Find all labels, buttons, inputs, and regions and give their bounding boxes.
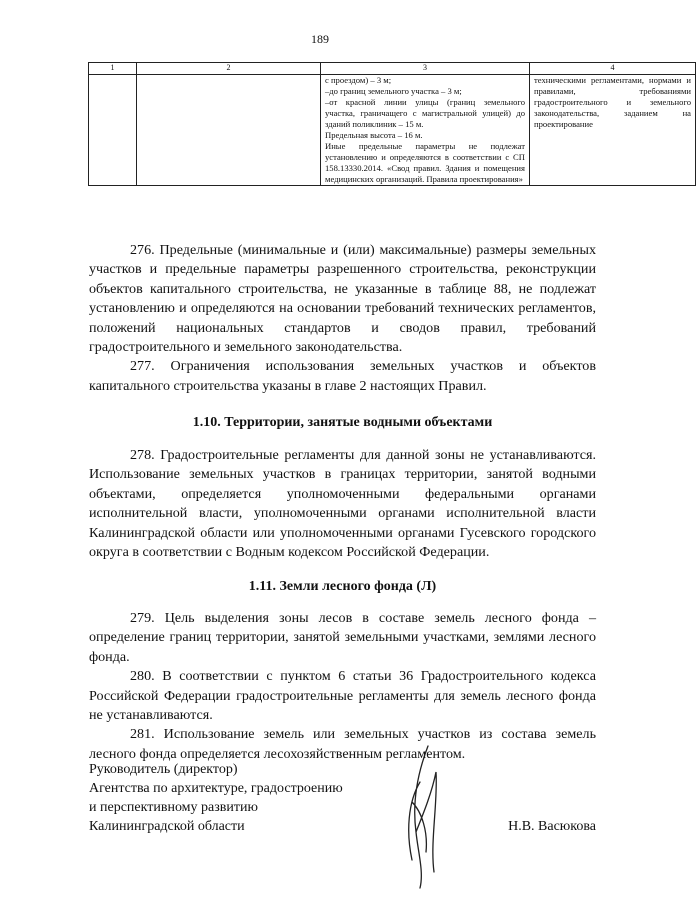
signature-title-line: и перспективному развитию	[89, 800, 258, 815]
body-section-3	[89, 609, 596, 764]
paragraph-281: 281. Использование земель или земельных участков из состава земель лесного фонда определяется лесохозяйственным регламентом.	[89, 726, 596, 762]
cell-line: –до границ земельного участка – 3 м;	[325, 86, 462, 96]
cell-line: Иные предельные параметры не подлежат установлению и определяются в соответствии с СП 158.13330.2014. «Свод правил. Здания и помещения медицинских организаций. Правила проектирования»	[325, 141, 525, 184]
section-heading-1-11-container	[89, 577, 596, 596]
signature-title-line: Калининградской области	[89, 819, 245, 834]
table-cell-requirements	[530, 75, 696, 186]
paragraph-280: 280. В соответствии с пунктом 6 статьи 36 Градостроительного кодекса Российской Федерации градостроительные регламенты для земель лесного фонда не устанавливаются.	[89, 668, 596, 724]
table-cell-parameters	[321, 75, 530, 186]
signatory-name: Н.В. Васюкова	[508, 819, 596, 834]
cell-line: Предельная высота – 16 м.	[325, 130, 423, 140]
body-section-1	[89, 241, 596, 396]
table-row	[89, 75, 696, 186]
paragraph-276: 276. Предельные (минимальные и (или) максимальные) размеры земельных участков и предельные параметры разрешенного строительства, реконструкции объектов капитального строительства, не указанные в таблице 88, не подлежат установлению и определяются на основании требований технических регламентов, положений национальных стандартов и сводов правил, требований градостроительного и земельного законодательства.	[89, 242, 596, 356]
section-heading-1-11: 1.11. Земли лесного фонда (Л)	[248, 579, 437, 594]
signature-block	[89, 760, 596, 836]
handwritten-signature	[398, 742, 448, 892]
column-header-3: 3	[321, 63, 530, 75]
regulations-table	[88, 62, 696, 186]
paragraph-278: 278. Градостроительные регламенты для данной зоны не устанавливаются. Использование земельных участков в границах территории, занятой водными объектами, определяется уполномоченными федеральными органами исполнительной власти, уполномоченными органами исполнительной власти Калининградской области или уполномоченными органами Гусевского городского округа в соответствии с Водным кодексом Российской Федерации.	[89, 447, 596, 561]
cell-line: –от красной линии улицы (границ земельного участка, граничащего с магистральной улицей) до зданий поликлиник – 15 м.	[325, 97, 525, 129]
page-number: 189	[311, 32, 329, 46]
section-heading-1-10-container	[89, 413, 596, 432]
signature-title-line: Агентства по архитектуре, градостроению	[89, 781, 343, 796]
table-cell-2	[137, 75, 321, 186]
paragraph-279: 279. Цель выделения зоны лесов в составе земель лесного фонда – определение границ территории, занятой земельными участками, землями лесного фонда.	[89, 610, 596, 665]
column-header-1: 1	[89, 63, 137, 75]
column-header-4: 4	[530, 63, 696, 75]
table-cell-1	[89, 75, 137, 186]
cell-line: с проездом) – 3 м;	[325, 75, 392, 85]
body-section-2	[89, 446, 596, 562]
table-header-row	[89, 63, 696, 75]
signature-title-line: Руководитель (директор)	[89, 762, 238, 777]
paragraph-277: 277. Ограничения использования земельных участков и объектов капитального строительства указаны в главе 2 настоящих Правил.	[89, 358, 596, 394]
cell-line: техническими регламентами, нормами и правилами, требованиями градостроительного и земельного законодательства, заданием на проектирование	[534, 75, 691, 129]
section-heading-1-10: 1.10. Территории, занятые водными объектами	[192, 415, 493, 430]
column-header-2: 2	[137, 63, 321, 75]
